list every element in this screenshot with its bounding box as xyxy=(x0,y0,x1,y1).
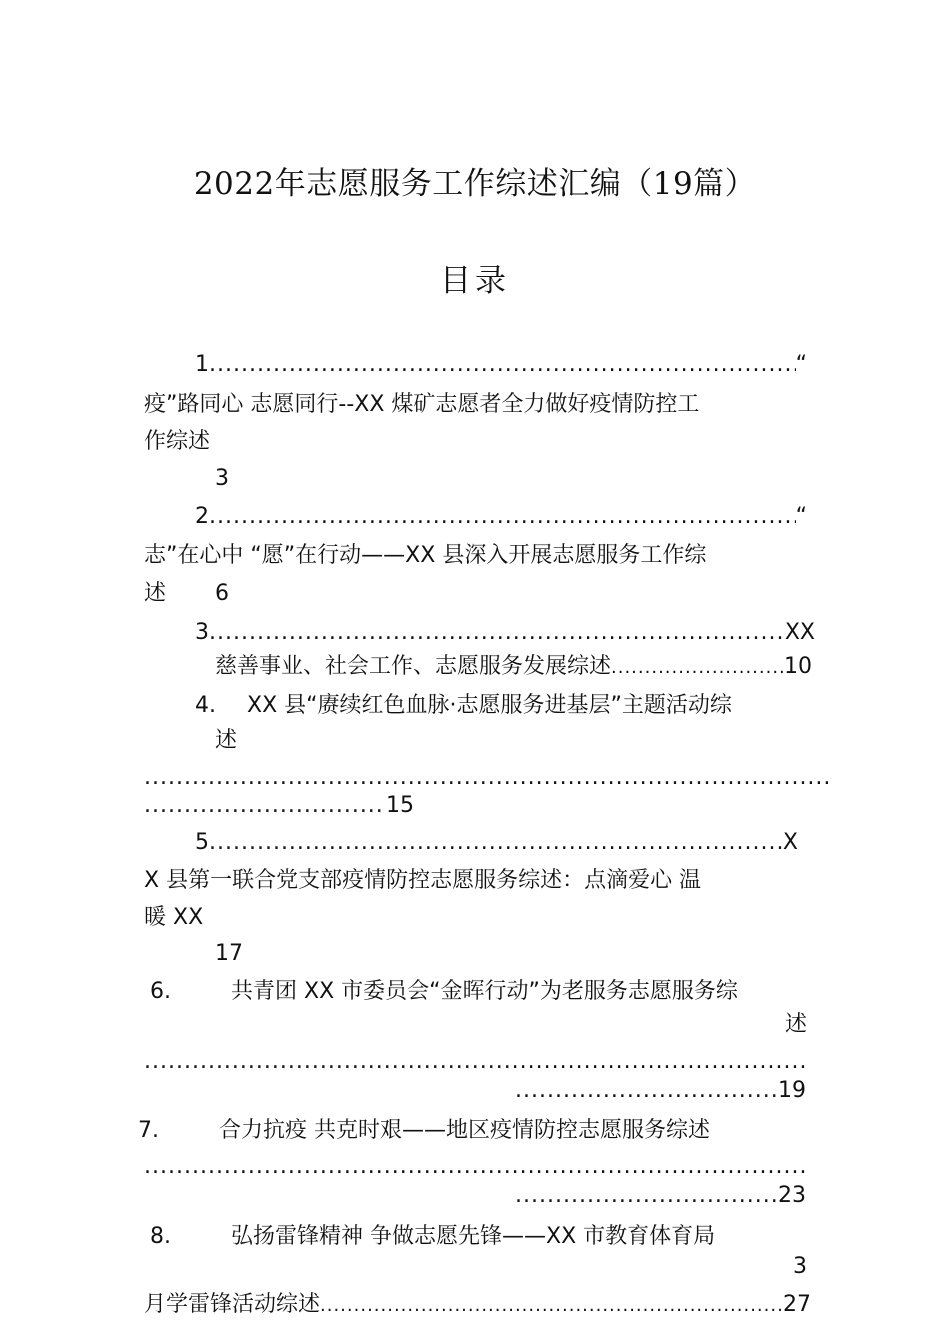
document-title: 2022年志愿服务工作综述汇编（19篇） xyxy=(193,166,757,202)
dot-leader xyxy=(209,826,783,860)
toc-entry-3-page: 10 xyxy=(784,654,812,679)
toc-entry-8-number[interactable]: 8. xyxy=(150,1224,171,1249)
toc-entry-1-title-line-1[interactable]: 疫”路同心 志愿同行--XX 煤矿志愿者全力做好疫情防控工 xyxy=(144,392,700,417)
toc-entry-6-number[interactable]: 6. xyxy=(150,979,171,1004)
dot-leader xyxy=(515,1074,778,1108)
dot-leader xyxy=(209,500,796,534)
dot-leader xyxy=(515,1179,778,1213)
toc-entry-5-title-line-2[interactable]: 暖 XX xyxy=(144,905,204,930)
toc-entry-8-page: 27 xyxy=(783,1292,811,1317)
toc-entry-1-title-line-2[interactable]: 作综述 xyxy=(144,429,211,454)
dot-leader xyxy=(144,1154,806,1179)
toc-entry-8-title-line-2[interactable]: 3 xyxy=(793,1254,807,1279)
toc-entry-6-page-row[interactable] xyxy=(515,1074,806,1108)
toc-entry-2-title-line-1[interactable]: 志”在心中 “愿”在行动——XX 县深入开展志愿服务工作综 xyxy=(144,543,707,568)
toc-entry-7-title-line-1[interactable]: 合力抗疫 共克时艰——地区疫情防控志愿服务综述 xyxy=(219,1118,710,1143)
toc-entry-1-title-start: “ xyxy=(795,352,807,377)
toc-entry-4-number[interactable]: 4. xyxy=(195,693,216,718)
toc-entry-7-page: 23 xyxy=(778,1183,806,1208)
toc-entry-6-page: 19 xyxy=(778,1078,806,1103)
toc-entry-5-title-start: X xyxy=(782,830,798,855)
toc-entry-2-title-tail[interactable]: 述 xyxy=(144,581,167,606)
toc-entry-3-leader[interactable] xyxy=(195,616,815,650)
toc-entry-5-title-line-1[interactable]: X 县第一联合党支部疫情防控志愿服务综述：点滴爱心 温 xyxy=(144,868,702,893)
toc-entry-1-leader[interactable] xyxy=(195,348,807,382)
toc-entry-7-page-row[interactable] xyxy=(515,1179,806,1213)
toc-entry-8-title-line-3: 月学雷锋活动综述 xyxy=(144,1292,321,1317)
toc-entry-5-page[interactable]: 17 xyxy=(215,941,243,966)
toc-entry-1-page[interactable]: 3 xyxy=(215,466,229,491)
toc-entry-3-title-row[interactable] xyxy=(215,650,812,684)
toc-entry-3-title-line-1: 慈善事业、社会工作、志愿服务发展综述 xyxy=(215,654,612,679)
toc-entry-7-number[interactable]: 7. xyxy=(138,1118,159,1143)
toc-entry-5-number: 5 xyxy=(195,830,209,855)
toc-entry-2-title-start: “ xyxy=(795,504,807,529)
dot-leader xyxy=(144,789,386,823)
toc-entry-2-page[interactable]: 6 xyxy=(215,581,229,606)
dot-leader xyxy=(209,348,796,382)
toc-entry-4-title-line-1[interactable]: XX 县“赓续红色血脉·志愿服务进基层”主题活动综 xyxy=(247,693,732,718)
toc-entry-2-number: 2 xyxy=(195,504,209,529)
toc-entry-6-title-line-2[interactable]: 述 xyxy=(784,1012,807,1037)
toc-entry-3-title-start: XX xyxy=(784,620,815,645)
toc-heading: 目录 xyxy=(440,263,510,299)
toc-entry-3-number: 3 xyxy=(195,620,209,645)
dot-leader xyxy=(144,1049,806,1074)
toc-entry-1-number: 1 xyxy=(195,352,209,377)
toc-entry-4-page-row[interactable] xyxy=(144,789,414,823)
toc-entry-2-leader[interactable] xyxy=(195,500,807,534)
toc-entry-6-title-line-1[interactable]: 共青团 XX 市委员会“金晖行动”为老服务志愿服务综 xyxy=(231,979,738,1004)
toc-entry-8-title-line-1[interactable]: 弘扬雷锋精神 争做志愿先锋——XX 市教育体育局 xyxy=(231,1224,716,1249)
dot-leader xyxy=(144,765,832,790)
toc-entry-4-page: 15 xyxy=(386,793,414,818)
toc-entry-4-title-line-2[interactable]: 述 xyxy=(215,728,238,753)
dot-leader xyxy=(611,651,784,684)
dot-leader xyxy=(209,616,785,650)
dot-leader xyxy=(320,1289,783,1322)
toc-entry-5-leader[interactable] xyxy=(195,826,798,860)
toc-entry-8-title-row[interactable] xyxy=(144,1288,811,1322)
